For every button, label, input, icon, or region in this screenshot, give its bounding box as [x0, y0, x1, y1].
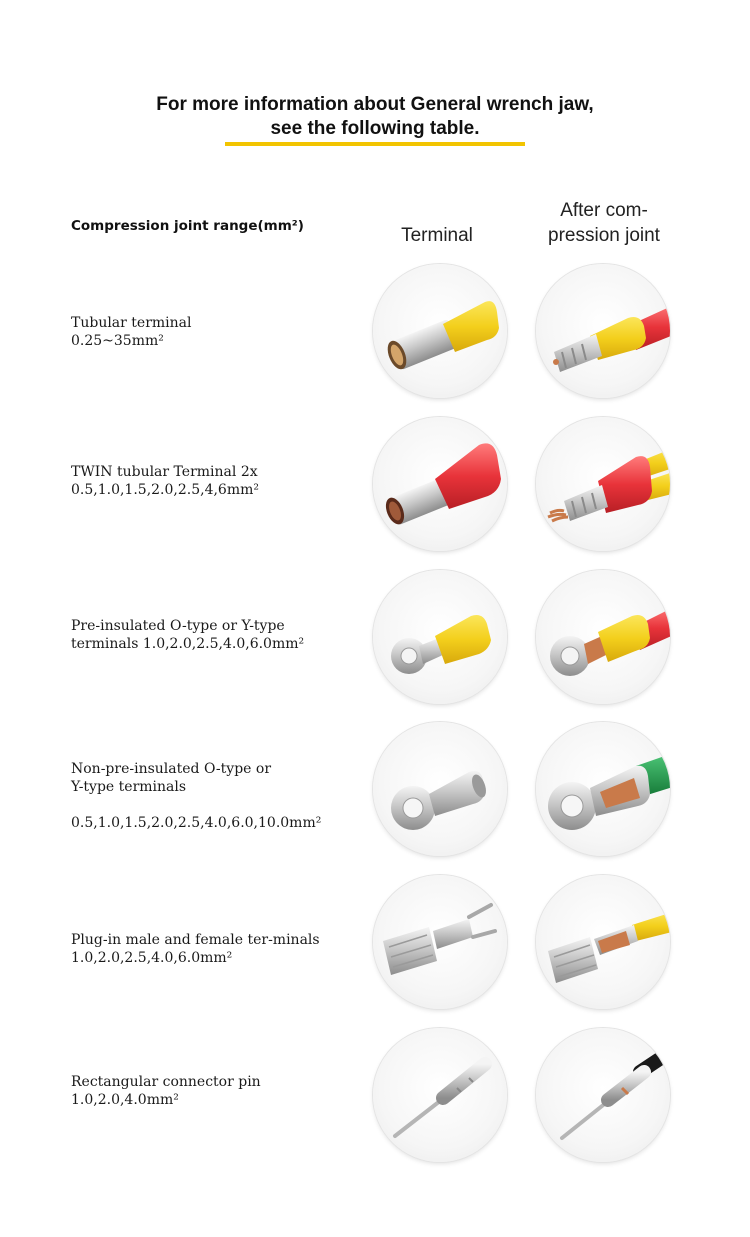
- row-label-line: 1.0,2.0,4.0mm²: [71, 1092, 179, 1108]
- row-label-line: Plug-in male and female ter-minals: [71, 932, 320, 948]
- row-label-pre-insulated: [71, 617, 304, 653]
- column-header-range: Compression joint range(mm²): [71, 218, 304, 234]
- row-label-line: Rectangular connector pin: [71, 1074, 261, 1090]
- title-line-2: see the following table.: [270, 118, 480, 139]
- row-label-line: terminals 1.0,2.0,2.5,4.0,6.0mm²: [71, 636, 305, 652]
- red-twin-tubular-ferrule-icon: [373, 417, 507, 551]
- row-label-line: 1.0,2.0,2.5,4.0,6.0mm²: [71, 950, 233, 966]
- crimped-connector-pin-on-black-wire-icon: [536, 1028, 670, 1162]
- crimped-spade-terminal-on-yellow-wire-icon: [536, 875, 670, 1009]
- crimped-bare-ring-terminal-on-green-wire-icon: [536, 722, 670, 856]
- yellow-insulated-ring-terminal-icon: [373, 570, 507, 704]
- row-label-line: TWIN tubular Terminal 2x: [71, 464, 258, 480]
- column-header-after: [530, 198, 678, 248]
- crimped-twin-ferrule-on-yellow-wires-icon: [536, 417, 670, 551]
- page-title: [0, 93, 750, 141]
- row-label-plug-in: [71, 931, 320, 967]
- column-header-after-line-1: After com-: [560, 200, 648, 221]
- row-label-line: 0.5,1.0,1.5,2.0,2.5,4.0,6.0,10.0mm²: [71, 815, 322, 831]
- crimped-ring-terminal-on-red-wire-icon: [536, 570, 670, 704]
- column-header-terminal: Terminal: [401, 225, 473, 246]
- row-label-line: Non-pre-insulated O-type or: [71, 761, 272, 777]
- row-label-tubular: [71, 314, 192, 350]
- row-label-line: Y-type terminals: [71, 779, 187, 795]
- connector-pin-icon: [373, 1028, 507, 1162]
- row-label-line: 0.25~35mm²: [71, 333, 164, 349]
- female-spade-terminal-icon: [373, 875, 507, 1009]
- crimped-yellow-ferrule-on-red-wire-icon: [536, 264, 670, 398]
- yellow-tubular-ferrule-icon: [373, 264, 507, 398]
- row-label-twin: [71, 463, 259, 499]
- row-label-line: Pre-insulated O-type or Y-type: [71, 618, 285, 634]
- column-header-after-line-2: pression joint: [548, 225, 660, 246]
- title-line-1: For more information about General wrench jaw,: [156, 94, 594, 115]
- bare-ring-terminal-icon: [373, 722, 507, 856]
- row-label-connector-pin: [71, 1073, 261, 1109]
- row-label-non-pre-insulated: [71, 760, 321, 832]
- row-label-line: 0.5,1.0,1.5,2.0,2.5,4,6mm²: [71, 482, 260, 498]
- title-underline: [225, 142, 525, 146]
- row-label-line: Tubular terminal: [71, 315, 192, 331]
